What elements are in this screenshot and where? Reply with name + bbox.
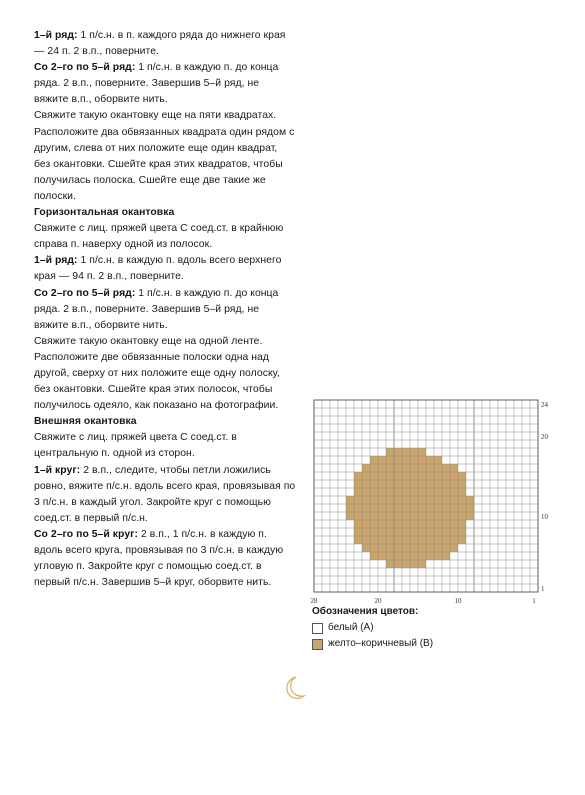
legend-brown-label: желто–коричневый (B) [328, 638, 434, 649]
x-tick-label: 10 [454, 597, 462, 605]
x-tick-label: 28 [310, 597, 318, 605]
paragraph-rows2-5 [34, 60, 296, 108]
legend-title: Обозначения цветов: [312, 606, 419, 617]
row1-label: 1–й ряд: [34, 30, 78, 41]
paragraph-outer-join: Свяжите с лиц. пряжей цвета С соед.ст. в центральную п. одной из сторон. [34, 432, 237, 460]
y-tick-label: 20 [541, 433, 548, 441]
x-tick-label: 20 [374, 597, 382, 605]
y-tick-label: 1 [541, 585, 545, 593]
instructions-column [34, 28, 296, 591]
paragraph-round1 [34, 463, 296, 527]
brown-stitch-row [386, 560, 426, 568]
paragraph-h-row1 [34, 253, 296, 285]
legend-white-label: белый (A) [328, 622, 374, 633]
color-chart [300, 390, 560, 610]
legend-item-white [312, 620, 512, 636]
h-rows2-5-label: Со 2–го по 5–й ряд: [34, 287, 136, 299]
paragraph-join-yarn: Свяжите с лиц. пряжей цвета С соед.ст. в крайнюю справа п. наверху одной из полосок. [34, 223, 284, 251]
row1-text: 1 п/с.н. в п. каждого ряда до нижнего края — 24 п. 2 в.п., поверните. [34, 30, 286, 58]
white-swatch [312, 623, 323, 634]
y-tick-label: 24 [541, 401, 548, 409]
paragraph-repeat: Свяжите такую окантовку еще на пяти квадратах. Расположите два обвязанных квадрата один рядом с другим, слева от них положите еще один квадрат, без окантовки. Сшейте края этих квадратов, чтобы получилась полоска. Сшейте еще две такие же полоски. [34, 110, 295, 202]
h-rows2-5-text: 1 п/с.н. в каждую п. до конца ряда. 2 в.п., поверните. Завершив 5–й ряд, не вяжите в.п., оборвите нить. [34, 287, 279, 331]
legend-item-brown [312, 636, 512, 652]
round1-text: 2 в.п., следите, чтобы петли ложились ровно, вяжите п/с.н. вдоль всего края, провязывая по 3 п/с.н. в каждый угол. Закройте круг с помощью соед.ст. в первый п/с.н. [34, 464, 296, 524]
brown-stitch-row [386, 448, 426, 456]
rows2-5-label: Со 2–го по 5–й ряд: [34, 62, 136, 74]
brown-stitch-row [370, 456, 442, 464]
round1-label: 1–й круг: [34, 464, 81, 476]
paragraph-assemble: Свяжите такую окантовку еще на одной ленте. Расположите две обвязанные полоски одна над другой, сверху от них положите еще одну полоску, без окантовки. Сшейте края этих полосок, чтобы получилось одеяло, как показано на фотографии. [34, 335, 280, 412]
rounds2-5-label: Со 2–го по 5–й круг: [34, 528, 139, 540]
rounds2-5-text: 2 в.п., 1 п/с.н. в каждую п. вдоль всего круга, провязывая по 3 п/с.н. в каждую угловую п. Закройте круг с помощью соед.ст. в первый п/с.н. Завершив 5–й круг, оборвите нить. [34, 528, 284, 589]
heading-horizontal-edging: Горизонтальная окантовка [34, 207, 175, 219]
rows2-5-text: 1 п/с.н. в каждую п. до конца ряда. 2 в.п., поверните. Завершив 5–й ряд, не вяжите в.п., оборвите нить. [34, 62, 279, 106]
h-row1-text: 1 п/с.н. в каждую п. вдоль всего верхнего края — 94 п. 2 в.п., поверните. [34, 255, 282, 283]
crescent-moon-icon [282, 675, 306, 701]
h-row1-label: 1–й ряд: [34, 255, 78, 267]
color-legend [312, 604, 512, 652]
paragraph-rounds2-5 [34, 527, 296, 591]
heading-outer-edging: Внешняя окантовка [34, 416, 137, 428]
x-tick-label: 1 [532, 597, 536, 605]
paragraph-row1 [34, 28, 296, 60]
paragraph-h-rows2-5 [34, 286, 296, 334]
brown-swatch [312, 639, 323, 650]
color-chart-grid [300, 390, 560, 610]
y-tick-label: 10 [541, 513, 548, 521]
